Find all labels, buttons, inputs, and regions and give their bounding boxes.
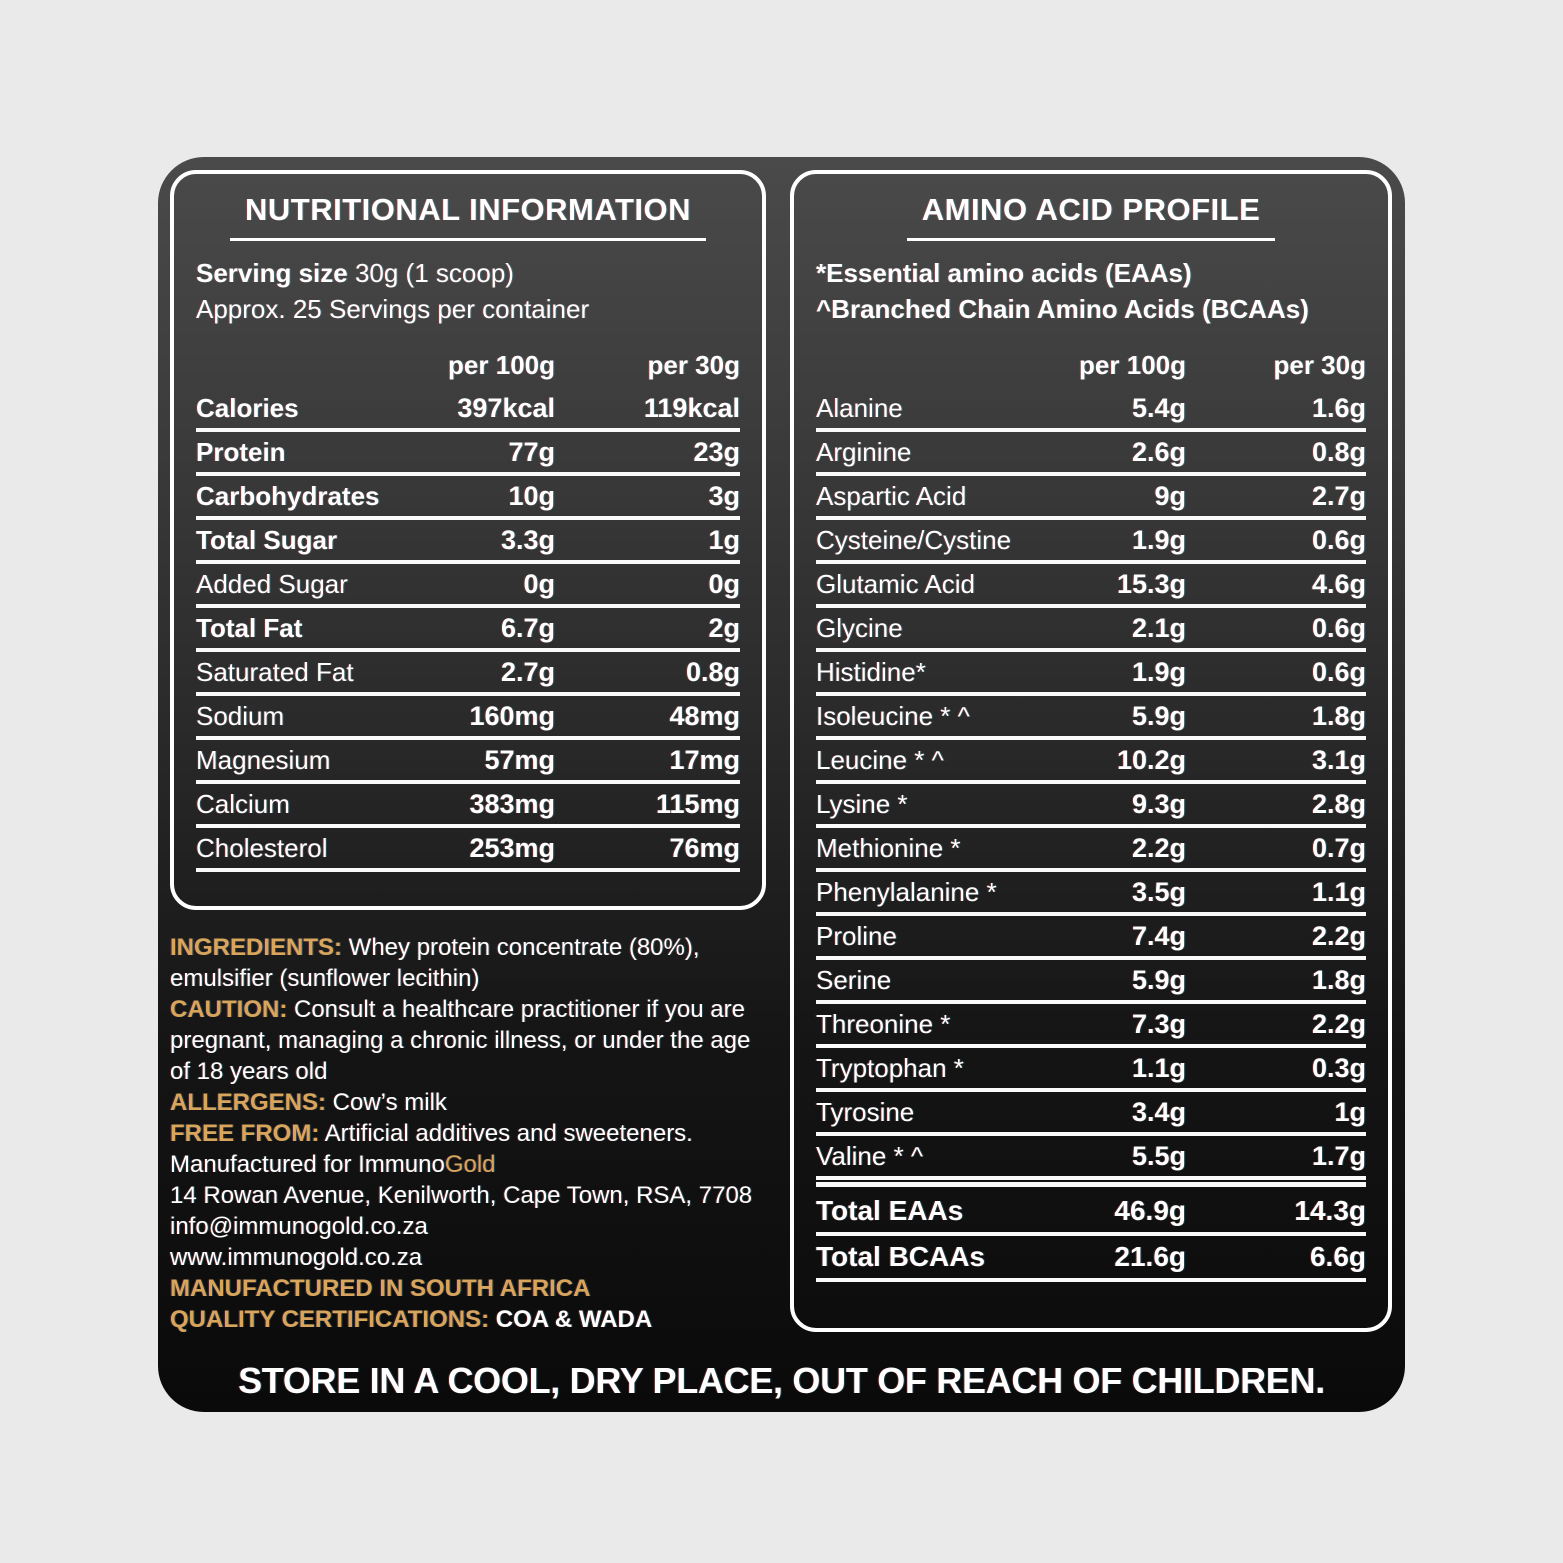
per-30g-value: 4.6g	[1311, 568, 1366, 599]
email-line: info@immunogold.co.za	[170, 1213, 428, 1240]
row-separator	[196, 780, 740, 784]
row-label: Sodium	[196, 700, 285, 731]
row-label: Serine	[816, 964, 892, 995]
row-label: Cholesterol	[196, 832, 328, 863]
per-100g-value: 397kcal	[457, 392, 555, 423]
product-label-card	[158, 157, 1405, 1412]
totals-divider	[816, 1182, 1366, 1187]
caution-label: CAUTION:	[170, 996, 288, 1023]
serving-size-value: 30g (1 scoop)	[347, 258, 514, 288]
regulatory-info-block	[170, 932, 770, 1335]
row-separator	[196, 516, 740, 520]
eaa-note: *Essential amino acids (EAAs)	[816, 258, 1192, 288]
website-line: www.immunogold.co.za	[170, 1244, 423, 1271]
serving-info	[196, 255, 740, 327]
per-100g-value: 253mg	[469, 832, 555, 863]
row-label: Cysteine/Cystine	[816, 524, 1012, 555]
per-100g-value: 57mg	[484, 744, 555, 775]
row-separator	[816, 1088, 1366, 1092]
table-row	[816, 961, 1366, 999]
row-separator	[196, 736, 740, 740]
row-label: Total Sugar	[196, 524, 338, 555]
row-separator	[196, 824, 740, 828]
row-separator	[816, 1176, 1366, 1180]
allergens-line	[170, 1087, 770, 1118]
per-100g-value: 5.9g	[1131, 700, 1186, 731]
per-100g-value: 7.3g	[1131, 1008, 1186, 1039]
per-100g-value: 3.3g	[500, 524, 555, 555]
caution-line	[170, 994, 770, 1087]
manufactured-for-line	[170, 1149, 770, 1180]
total-row	[816, 1237, 1366, 1277]
row-label: Proline	[816, 920, 897, 951]
per-30g-value: 2.2g	[1311, 1008, 1366, 1039]
table-row	[816, 873, 1366, 911]
nutrition-title-wrap	[196, 192, 740, 241]
row-separator	[816, 736, 1366, 740]
per-30g-value: 1.7g	[1311, 1140, 1366, 1171]
per-30g-value: 1g	[1334, 1096, 1366, 1127]
table-row	[196, 477, 740, 515]
per-30g-value: 0.6g	[1311, 612, 1366, 643]
per-100g-header: per 100g	[448, 350, 555, 380]
row-label: Histidine*	[816, 656, 926, 687]
row-label: Threonine *	[816, 1008, 951, 1039]
row-separator	[816, 780, 1366, 784]
total-row	[816, 1191, 1366, 1231]
per-100g-value: 2.2g	[1131, 832, 1186, 863]
amino-acid-profile-panel	[790, 170, 1392, 1332]
quality-text: COA & WADA	[489, 1306, 653, 1333]
table-row	[816, 609, 1366, 647]
table-row	[816, 829, 1366, 867]
row-separator	[816, 1232, 1366, 1236]
row-label: Total BCAAs	[816, 1241, 986, 1272]
row-label: Carbohydrates	[196, 480, 380, 511]
table-row	[816, 1049, 1366, 1087]
row-separator	[196, 560, 740, 564]
nutritional-information-panel	[170, 170, 766, 910]
row-label: Total EAAs	[816, 1195, 964, 1226]
per-100g-value: 160mg	[469, 700, 555, 731]
row-label: Magnesium	[196, 744, 331, 775]
row-separator	[816, 1278, 1366, 1282]
per-30g-value: 2.2g	[1311, 920, 1366, 951]
row-label: Alanine	[816, 392, 903, 423]
per-100g-value: 77g	[508, 436, 555, 467]
made-in-line: MANUFACTURED IN SOUTH AFRICA	[170, 1275, 591, 1302]
bcaa-note: ^Branched Chain Amino Acids (BCAAs)	[816, 294, 1309, 324]
per-100g-value: 10.2g	[1116, 744, 1186, 775]
per-100g-value: 9.3g	[1131, 788, 1186, 819]
amino-panel-title: AMINO ACID PROFILE	[907, 192, 1276, 241]
nutrition-panel-title: NUTRITIONAL INFORMATION	[230, 192, 706, 241]
row-separator	[816, 1132, 1366, 1136]
per-100g-value: 5.4g	[1131, 392, 1186, 423]
per-30g-value: 0.7g	[1311, 832, 1366, 863]
per-100g-value: 6.7g	[500, 612, 555, 643]
free-from-text: Artificial additives and sweeteners.	[319, 1120, 693, 1147]
row-separator	[196, 692, 740, 696]
row-separator	[816, 516, 1366, 520]
ingredients-text: Whey protein concentrate (80%), emulsifier (sunflower lecithin)	[170, 934, 700, 992]
table-row	[816, 917, 1366, 955]
quality-label: QUALITY CERTIFICATIONS:	[170, 1306, 490, 1333]
row-separator	[816, 428, 1366, 432]
row-separator	[816, 604, 1366, 608]
per-100g-value: 1.9g	[1131, 656, 1186, 687]
free-from-label: FREE FROM:	[170, 1120, 320, 1147]
amino-table	[816, 389, 1366, 1282]
row-separator	[196, 868, 740, 872]
table-row	[816, 389, 1366, 427]
table-row	[816, 697, 1366, 735]
serving-size-label: Serving size	[196, 258, 348, 288]
per-100g-value: 383mg	[469, 788, 555, 819]
per-30g-value: 2.7g	[1311, 480, 1366, 511]
per-30g-header: per 30g	[1273, 350, 1366, 380]
per-30g-value: 0.8g	[685, 656, 740, 687]
table-row	[196, 433, 740, 471]
per-100g-value: 2.1g	[1131, 612, 1186, 643]
row-separator	[816, 472, 1366, 476]
per-100g-header: per 100g	[1079, 350, 1186, 380]
row-separator	[196, 648, 740, 652]
row-label: Tyrosine	[816, 1096, 915, 1127]
table-row	[816, 1005, 1366, 1043]
per-30g-value: 0.6g	[1311, 656, 1366, 687]
per-100g-value: 0g	[523, 568, 555, 599]
storage-instruction: STORE IN A COOL, DRY PLACE, OUT OF REACH OF CHILDREN.	[238, 1360, 1325, 1401]
row-separator	[816, 868, 1366, 872]
per-100g-value: 2.6g	[1131, 436, 1186, 467]
per-100g-value: 15.3g	[1116, 568, 1186, 599]
row-label: Total Fat	[196, 612, 303, 643]
per-100g-value: 1.9g	[1131, 524, 1186, 555]
address-line: 14 Rowan Avenue, Kenilworth, Cape Town, RSA, 7708	[170, 1182, 753, 1209]
row-label: Aspartic Acid	[816, 480, 967, 511]
per-30g-value: 2g	[708, 612, 740, 643]
per-100g-value: 21.6g	[1114, 1241, 1186, 1272]
table-row	[816, 521, 1366, 559]
table-row	[196, 697, 740, 735]
amino-column-headers	[816, 347, 1366, 381]
per-30g-value: 0.3g	[1311, 1052, 1366, 1083]
table-row	[816, 785, 1366, 823]
table-row	[196, 653, 740, 691]
per-30g-value: 14.3g	[1294, 1195, 1366, 1226]
row-label: Methionine *	[816, 832, 961, 863]
table-row	[816, 477, 1366, 515]
row-separator	[816, 692, 1366, 696]
row-separator	[816, 648, 1366, 652]
ingredients-line	[170, 932, 770, 994]
row-label: Phenylalanine *	[816, 876, 997, 907]
per-100g-value: 5.5g	[1131, 1140, 1186, 1171]
per-100g-value: 3.4g	[1131, 1096, 1186, 1127]
nutrition-column-headers	[196, 347, 740, 381]
row-label: Lysine *	[816, 788, 908, 819]
table-row	[816, 565, 1366, 603]
row-label: Calcium	[196, 788, 290, 819]
nutrition-table	[196, 389, 740, 872]
row-separator	[816, 824, 1366, 828]
per-100g-value: 9g	[1154, 480, 1186, 511]
per-100g-value: 7.4g	[1131, 920, 1186, 951]
row-label: Leucine * ^	[816, 744, 944, 775]
allergens-text: Cow’s milk	[326, 1089, 447, 1116]
per-30g-value: 23g	[693, 436, 740, 467]
per-30g-value: 115mg	[655, 788, 740, 819]
table-row	[196, 785, 740, 823]
per-100g-value: 2.7g	[500, 656, 555, 687]
per-30g-value: 0g	[708, 568, 740, 599]
per-30g-value: 1.8g	[1311, 964, 1366, 995]
per-100g-value: 10g	[508, 480, 555, 511]
per-30g-value: 1.8g	[1311, 700, 1366, 731]
table-row	[816, 1137, 1366, 1175]
table-row	[196, 741, 740, 779]
per-30g-value: 6.6g	[1309, 1241, 1366, 1272]
row-separator	[196, 428, 740, 432]
allergens-label: ALLERGENS:	[170, 1089, 326, 1116]
per-30g-value: 1g	[708, 524, 740, 555]
row-label: Isoleucine * ^	[816, 700, 970, 731]
row-label: Saturated Fat	[196, 656, 354, 687]
row-label: Calories	[196, 392, 299, 423]
per-30g-value: 119kcal	[643, 392, 740, 423]
row-separator	[816, 560, 1366, 564]
serving-size-line	[196, 255, 740, 291]
per-30g-value: 1.6g	[1311, 392, 1366, 423]
row-separator	[196, 472, 740, 476]
row-label: Added Sugar	[196, 568, 348, 599]
manufactured-prefix: Manufactured for	[170, 1151, 359, 1178]
caution-text: Consult a healthcare practitioner if you are pregnant, managing a chronic illness, or under the age of 18 years old	[170, 996, 751, 1085]
free-from-line	[170, 1118, 770, 1149]
row-label: Glycine	[816, 612, 903, 643]
row-label: Protein	[196, 436, 286, 467]
per-30g-value: 17mg	[669, 744, 740, 775]
row-separator	[816, 956, 1366, 960]
per-30g-header: per 30g	[647, 350, 740, 380]
table-row	[196, 609, 740, 647]
per-100g-value: 1.1g	[1131, 1052, 1186, 1083]
table-row	[196, 521, 740, 559]
per-30g-value: 0.8g	[1311, 436, 1366, 467]
servings-per-container-line: Approx. 25 Servings per container	[196, 294, 590, 324]
per-30g-value: 3g	[708, 480, 740, 511]
ingredients-label: INGREDIENTS:	[170, 934, 343, 961]
amino-notes	[816, 255, 1366, 327]
per-30g-value: 48mg	[669, 700, 740, 731]
row-separator	[196, 604, 740, 608]
row-label: Tryptophan *	[816, 1052, 964, 1083]
per-100g-value: 3.5g	[1131, 876, 1186, 907]
per-100g-value: 46.9g	[1114, 1195, 1186, 1226]
table-row	[196, 829, 740, 867]
amino-title-wrap	[816, 192, 1366, 241]
table-row	[816, 433, 1366, 471]
per-30g-value: 2.8g	[1311, 788, 1366, 819]
row-label: Glutamic Acid	[816, 568, 975, 599]
table-row	[196, 565, 740, 603]
table-row	[196, 389, 740, 427]
per-30g-value: 1.1g	[1311, 876, 1366, 907]
brand-name-white: Immuno	[358, 1151, 445, 1178]
per-30g-value: 76mg	[669, 832, 740, 863]
per-100g-value: 5.9g	[1131, 964, 1186, 995]
row-separator	[816, 1044, 1366, 1048]
per-30g-value: 0.6g	[1311, 524, 1366, 555]
table-row	[816, 1093, 1366, 1131]
row-separator	[816, 1000, 1366, 1004]
table-row	[816, 653, 1366, 691]
row-separator	[816, 912, 1366, 916]
quality-certifications-line	[170, 1304, 770, 1335]
brand-name-gold: Gold	[444, 1151, 496, 1178]
per-30g-value: 3.1g	[1311, 744, 1366, 775]
row-label: Arginine	[816, 436, 912, 467]
row-label: Valine * ^	[816, 1140, 924, 1171]
table-row	[816, 741, 1366, 779]
